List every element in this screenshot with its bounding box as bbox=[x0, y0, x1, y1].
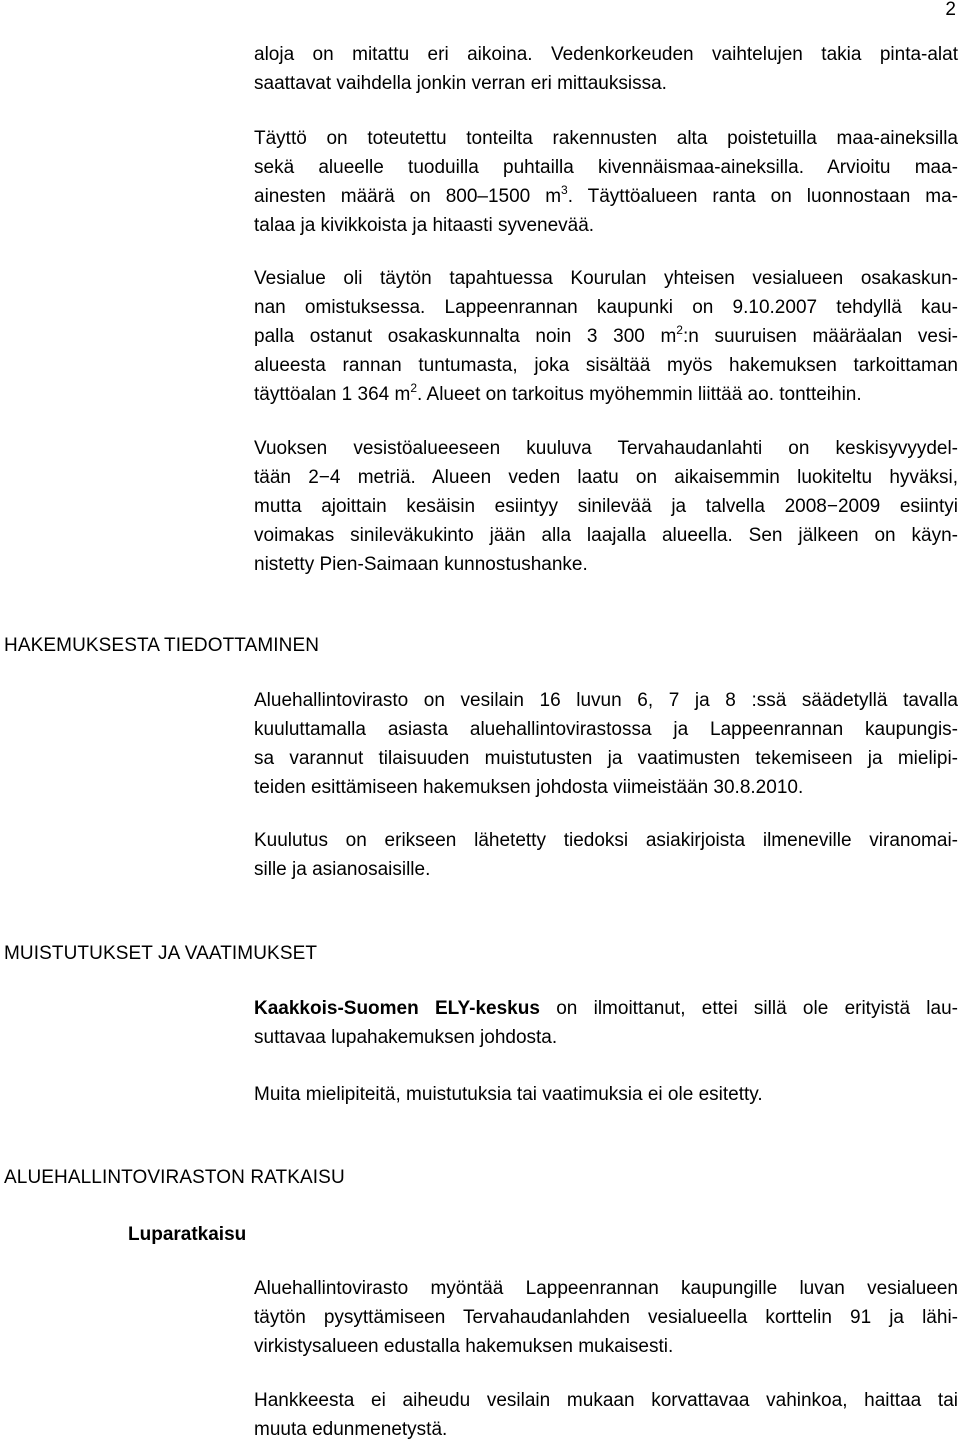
text-line: sille ja asianosaisille. bbox=[254, 859, 431, 880]
text-line: mutta ajoittain kesäisin esiintyy sinilevää ja talvella 2008−2009 esiintyi bbox=[254, 496, 958, 517]
text-line: sekä alueelle tuoduilla puhtailla kivennäismaa-aineksilla. Arvioitu maa- bbox=[254, 157, 958, 178]
text-line: Hankkeesta ei aiheudu vesilain mukaan korvattavaa vahinkoa, haittaa tai bbox=[254, 1390, 958, 1411]
paragraph-fill-material bbox=[254, 124, 958, 240]
text-line: saattavat vaihdella jonkin verran eri mittauksissa. bbox=[254, 73, 667, 94]
paragraph-intro-continuation bbox=[254, 40, 958, 98]
text-line: nistetty Pien-Saimaan kunnostushanke. bbox=[254, 554, 588, 575]
text-line: Aluehallintovirasto on vesilain 16 luvun 6, 7 ja 8 :ssä säädetyllä tavalla bbox=[254, 690, 958, 711]
text-line bbox=[254, 322, 958, 351]
text-line: Täyttö on toteutettu tonteilta rakennusten alta poistetuilla maa-aineksilla bbox=[254, 128, 958, 149]
text-line: Aluehallintovirasto myöntää Lappeenrannan kaupungille luvan vesialueen bbox=[254, 1278, 958, 1299]
authority-name: Kaakkois-Suomen ELY-keskus bbox=[254, 998, 540, 1019]
superscript: 2 bbox=[410, 381, 418, 395]
page-number: 2 bbox=[945, 0, 956, 20]
text-line: suttavaa lupahakemuksen johdosta. bbox=[254, 1027, 558, 1048]
text-line: teiden esittämiseen hakemuksen johdosta viimeistään 30.8.2010. bbox=[254, 777, 804, 798]
paragraph-water-area-ownership bbox=[254, 264, 958, 409]
paragraph-water-quality bbox=[254, 434, 958, 579]
text-line bbox=[254, 182, 958, 211]
text-segment: on ilmoittanut, ettei sillä ole erityistä lau- bbox=[539, 998, 958, 1019]
section-heading-objections: MUISTUTUKSET JA VAATIMUKSET bbox=[4, 943, 318, 964]
text-line: Muita mielipiteitä, muistutuksia tai vaatimuksia ei ole esitetty. bbox=[254, 1084, 763, 1105]
text-line: alueesta rannan tuntumasta, joka sisältää myös hakemuksen tarkoittaman bbox=[254, 355, 958, 376]
text-line: Vuoksen vesistöalueeseen kuuluva Tervahaudanlahti on keskisyvyydel- bbox=[254, 438, 958, 459]
text-segment: . Täyttöalueen ranta on luonnostaan ma- bbox=[567, 186, 958, 207]
text-segment: . Alueet on tarkoitus myöhemmin liittää ao. tontteihin. bbox=[417, 384, 862, 405]
text-segment: täyttöalan 1 364 m bbox=[254, 384, 411, 405]
text-line: voimakas sinileväkukinto jään alla laajalla alueella. Sen jälkeen on käyn- bbox=[254, 525, 958, 546]
text-line: täytön pysyttämiseen Tervahaudanlahden vesialueella korttelin 91 ja lähi- bbox=[254, 1307, 958, 1328]
text-segment: palla ostanut osakaskunnalta noin 3 300 m bbox=[254, 326, 677, 347]
text-line: talaa ja kivikkoista ja hitaasti syvenevää. bbox=[254, 215, 595, 236]
paragraph-no-other-opinions bbox=[254, 1080, 958, 1109]
superscript: 2 bbox=[676, 323, 683, 337]
text-line: sa varannut tilaisuuden muistutusten ja vaatimusten tekemiseen ja mielipi- bbox=[254, 748, 958, 769]
text-line: aloja on mitattu eri aikoina. Vedenkorkeuden vaihtelujen takia pinta-alat bbox=[254, 44, 958, 65]
text-line: nan omistuksessa. Lappeenrannan kaupunki on 9.10.2007 tehdyllä kau- bbox=[254, 297, 958, 318]
text-line: muuta edunmenetystä. bbox=[254, 1419, 448, 1440]
paragraph-notification bbox=[254, 686, 958, 802]
superscript: 3 bbox=[561, 183, 568, 197]
text-line bbox=[254, 994, 958, 1023]
text-line: virkistysalueen edustalla hakemuksen mukaisesti. bbox=[254, 1336, 674, 1357]
section-heading-decision: ALUEHALLINTOVIRASTON RATKAISU bbox=[4, 1167, 345, 1188]
paragraph-ely-statement bbox=[254, 994, 958, 1052]
text-line: Kuulutus on erikseen lähetetty tiedoksi asiakirjoista ilmeneville viranomai- bbox=[254, 830, 958, 851]
paragraph-announcement-sent bbox=[254, 826, 958, 884]
text-line bbox=[254, 380, 958, 409]
section-heading-notification: HAKEMUKSESTA TIEDOTTAMINEN bbox=[4, 635, 320, 656]
text-line: kuuluttamalla asiasta aluehallintovirastossa ja Lappeenrannan kaupungis- bbox=[254, 719, 958, 740]
text-line: tään 2−4 metriä. Alueen veden laatu on aikaisemmin luokiteltu hyväksi, bbox=[254, 467, 958, 488]
paragraph-no-damage bbox=[254, 1386, 958, 1444]
subheading-permit-decision: Luparatkaisu bbox=[128, 1224, 247, 1245]
paragraph-permit-granted bbox=[254, 1274, 958, 1361]
text-segment: :n suuruisen määräalan vesi- bbox=[682, 326, 958, 347]
text-line: Vesialue oli täytön tapahtuessa Kourulan yhteisen vesialueen osakaskun- bbox=[254, 268, 958, 289]
text-segment: ainesten määrä on 800–1500 m bbox=[254, 186, 562, 207]
